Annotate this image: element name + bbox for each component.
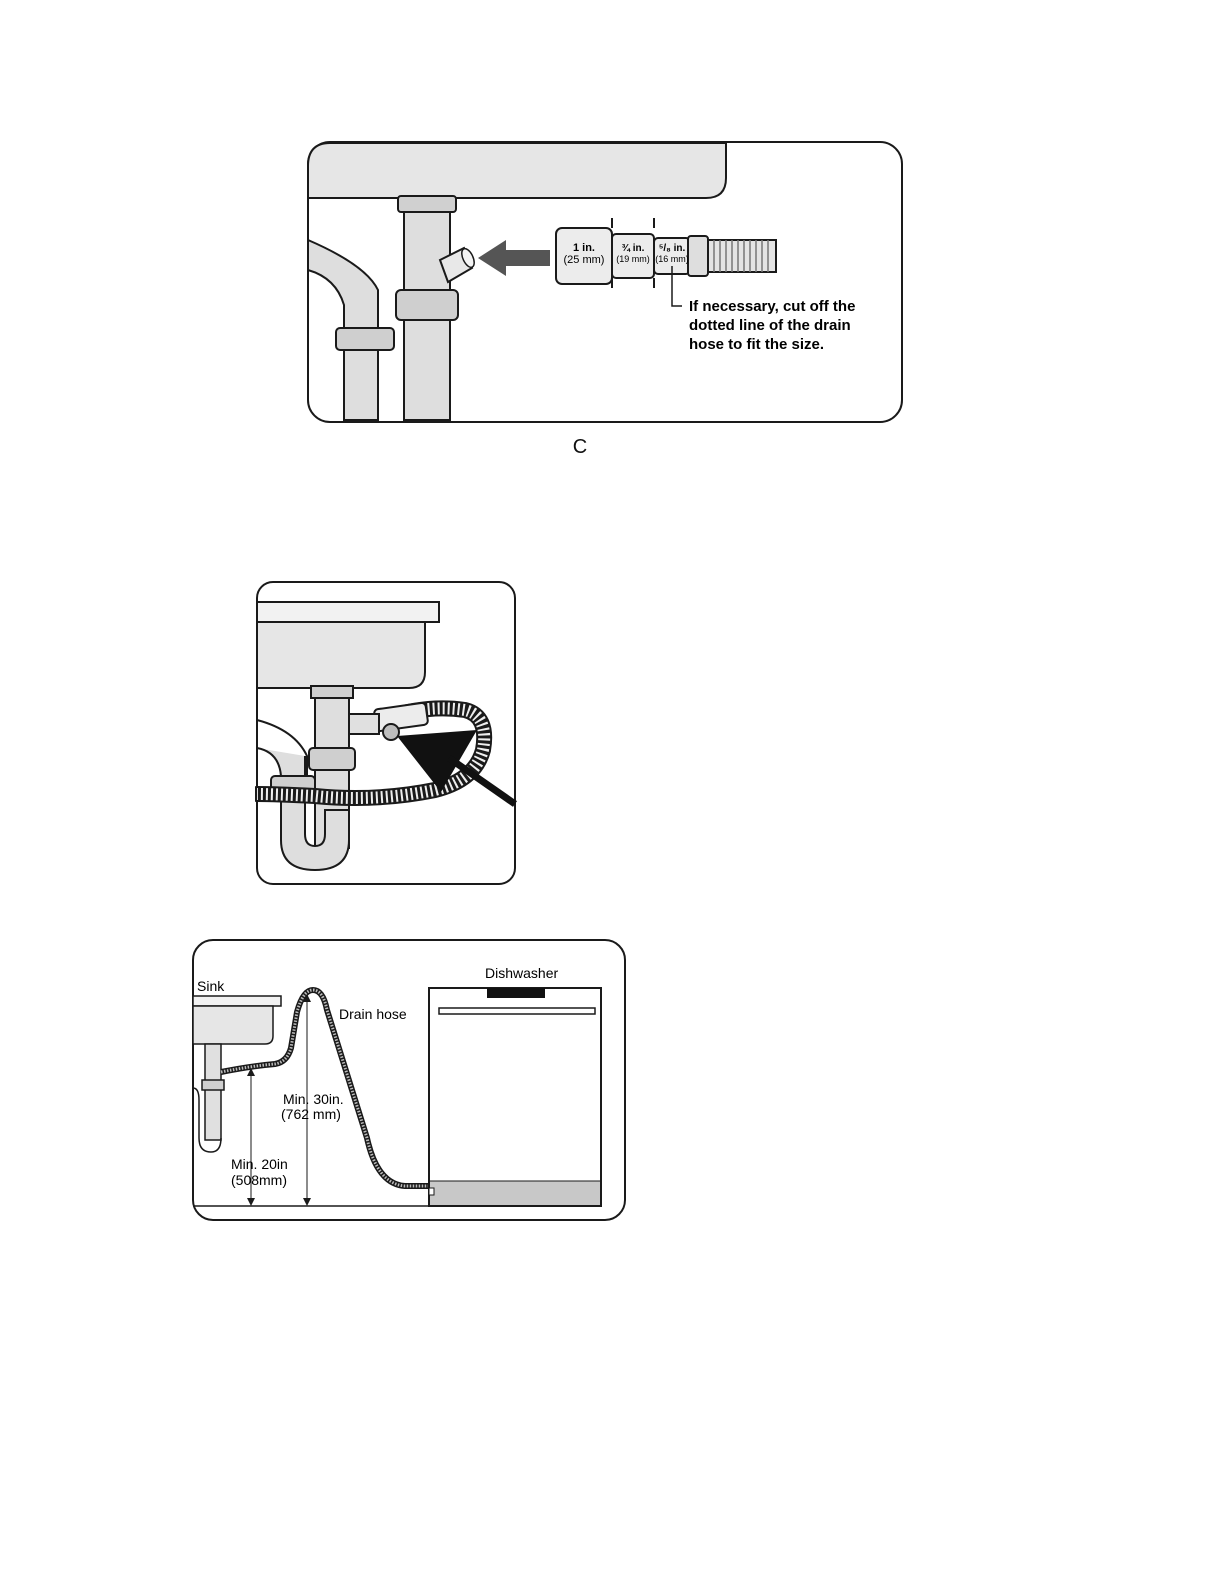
corrugated-hose xyxy=(708,240,776,272)
note-line-2: dotted line of the drain xyxy=(689,317,851,334)
dishwasher-label: Dishwasher xyxy=(485,965,559,981)
min20-label-line1: Min. 20in xyxy=(231,1156,288,1172)
drain-height-illustration xyxy=(191,938,631,1226)
label-3-4in: ¾ in. xyxy=(621,243,645,254)
hose-connection-illustration xyxy=(255,580,519,890)
sink-label: Sink xyxy=(197,978,225,994)
sink-basin xyxy=(257,622,425,688)
min30-label-line1: Min. 30in. xyxy=(283,1091,344,1107)
min20-label-line2: (508mm) xyxy=(231,1172,288,1188)
dishwasher-base xyxy=(430,1181,600,1205)
drain-outlet xyxy=(429,1188,434,1195)
slip-joint-nut xyxy=(396,290,458,320)
note-line-3: hose to fit the size. xyxy=(689,336,825,353)
tailpiece-nut xyxy=(398,196,456,212)
label-5-8in: ⁵/₈ in. xyxy=(658,243,686,254)
label-1in-mm: (25 mm) xyxy=(563,254,605,266)
figure-c-illustration xyxy=(306,140,906,426)
sink-basin xyxy=(308,143,726,198)
label-1in: 1 in. xyxy=(572,242,596,254)
dishwasher-body xyxy=(429,988,601,1206)
countertop xyxy=(193,996,281,1006)
label-3-4in-mm: (19 mm) xyxy=(616,254,650,264)
dishwasher-handle xyxy=(439,1008,595,1014)
figure-c-caption: C xyxy=(572,436,588,458)
slip-joint-nut xyxy=(309,748,355,770)
note-line-1: If necessary, cut off the xyxy=(689,298,856,315)
drain-inlet xyxy=(349,714,379,734)
countertop xyxy=(257,602,439,622)
drain-height-panel xyxy=(191,938,631,1226)
min30-label-line2: (762 mm) xyxy=(281,1106,341,1122)
label-5-8in-mm: (16 mm) xyxy=(655,254,689,264)
hose-clamp xyxy=(383,724,399,740)
dishwasher-control-panel xyxy=(487,988,545,998)
trap-nut xyxy=(336,328,394,350)
drain-hose-label: Drain hose xyxy=(339,1006,407,1022)
sink-basin xyxy=(193,1006,273,1044)
hose-connection-panel xyxy=(255,580,519,890)
figure-c-panel xyxy=(306,140,906,426)
tailpiece-pipe xyxy=(205,1044,221,1140)
